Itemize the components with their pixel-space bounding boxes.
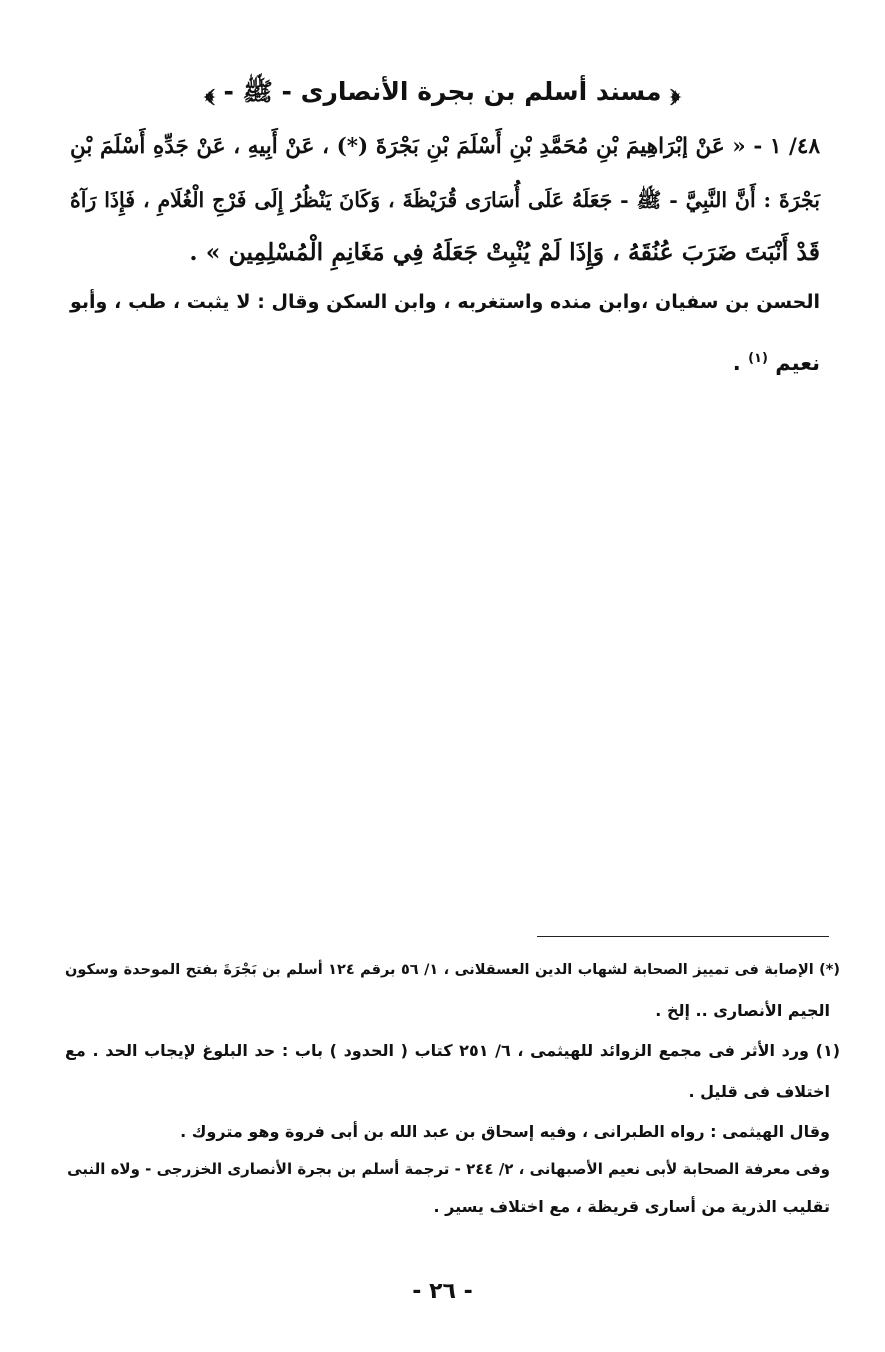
footnote-line: تقليب الذرية من أسارى قريظة ، مع اختلاف يسير . [433, 1197, 830, 1216]
footnote-line: (١) ورد الأثر فى مجمع الزوائد للهيثمى ، ٦/ ٢٥١ كتاب ( الحدود ) باب : حد البلوغ لإيجاب الحد . مع [65, 1041, 841, 1060]
footnote-divider [537, 936, 829, 937]
page-number: - ٢٦ - [412, 1279, 473, 1304]
source-line: الحسن بن سفيان ،وابن منده واستغربه ، وابن السكن وقال : لا يثبت ، طب ، وأبو [70, 291, 820, 313]
footnote-reference: (١) [748, 351, 768, 366]
hadith-line: بَجْرَةَ : أَنَّ النَّبِيَّ - ﷺ - جَعَلَهُ عَلَى أُسَارَى قُرَيْظَةَ ، وَكَانَ يَنْظُرُ إِلَى فَرْجِ الْغُلَامِ ، فَإِذَا رَآهُ [70, 188, 820, 212]
footnote-line: (*) الإصابة فى تمييز الصحابة لشهاب الدين العسقلانى ، ١/ ٥٦ برقم ١٢٤ أسلم بن بَجْرَةَ بفتح الموحدة وسكون [65, 962, 840, 978]
page-title: ﴿ مسند أسلم بن بجرة الأنصارى - ﷺ - ﴾ [204, 77, 681, 106]
hadith-line: ٤٨/ ١ - « عَنْ إبْرَاهِيمَ بْنِ مُحَمَّدِ بْنِ أَسْلَمَ بْنِ بَجْرَةَ (*) ، عَنْ أَبِيهِ ، عَنْ جَدِّهِ أَسْلَمَ بْنِ [70, 134, 820, 159]
footnote-line: اختلاف فى قليل . [688, 1082, 830, 1101]
source-line [70, 336, 820, 386]
footnote-line: وقال الهيثمى : رواه الطبرانى ، وفيه إسحاق بن عبد الله بن أبى فروة وهو متروك . [180, 1122, 830, 1141]
footnote-line: الجيم الأنصارى .. إلخ . [655, 1001, 830, 1020]
source-period: . [732, 351, 741, 375]
source-text: نعيم [775, 351, 820, 375]
footnote-line: وفى معرفة الصحابة لأبى نعيم الأصبهانى ، ٢/ ٢٤٤ - ترجمة أسلم بن بجرة الأنصارى الخزرجى - ولاه النبى [67, 1160, 830, 1178]
hadith-line: قَدْ أَنْبَتَ ضَرَبَ عُنُقَهُ ، وَإِذَا لَمْ يُنْبِتْ جَعَلَهُ فِي مَغَانِمِ الْمُسْلِمِين » . [189, 238, 820, 266]
